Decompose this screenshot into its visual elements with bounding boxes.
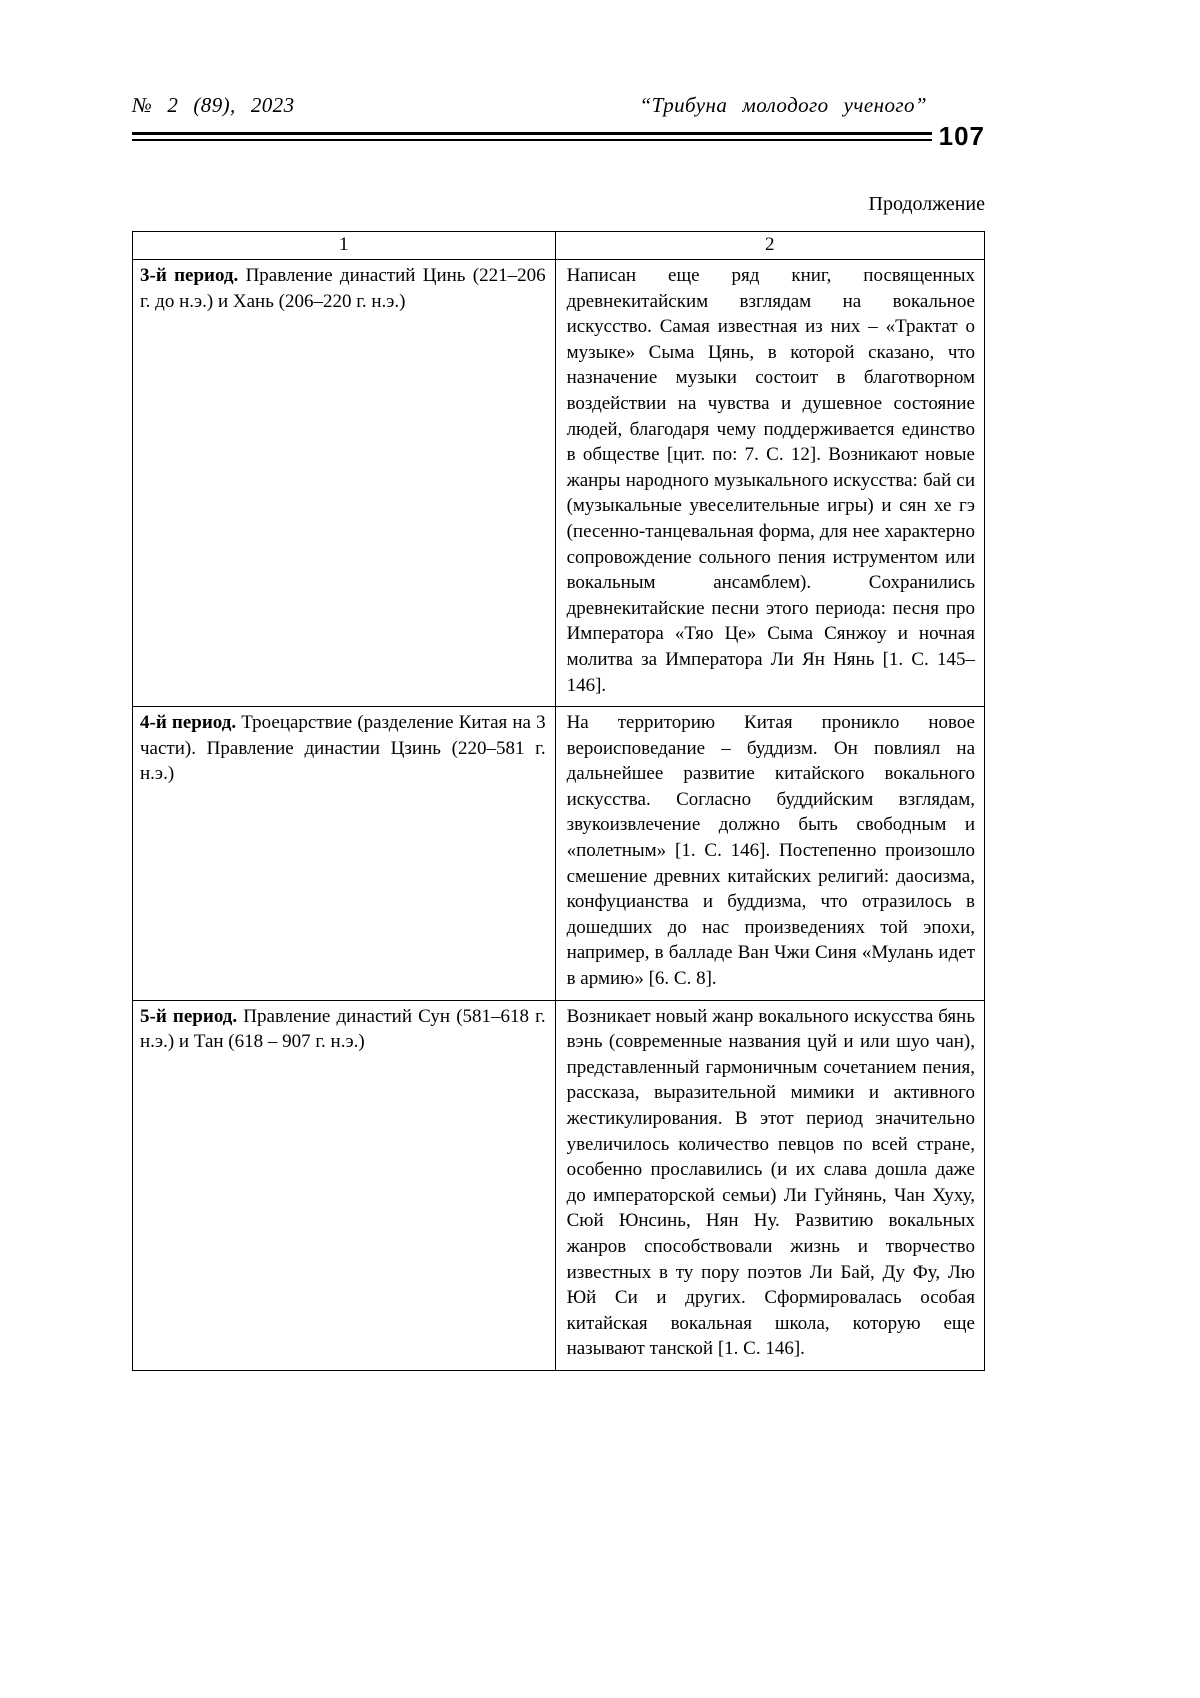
content-cell: Возникает новый жанр вокального искусства бянь вэнь (современные названия цуй и или шуо чан), представленный гармоничным сочетанием пения, рассказа, выразительной мимики и активного жестикулирования. В этот период значительно увеличилось количество певцов по всей стране, особенно прославились (и их слава дошла даже до императорской семьи) Ли Гуйнянь, Чан Хуху, Сюй Юнсинь, Нян Ну. Развитию вокальных жанров способствовали жизнь и творчество известных в ту пору поэтов Ли Бай, Ду Фу, Лю Юй Си и других. Сформировалась особая китайская вокальная школа, которую еще называют танской [1. С. 146]. <box>555 1000 984 1370</box>
column-header-1: 1 <box>133 232 556 260</box>
double-rule <box>132 132 932 141</box>
header-rule-row <box>132 123 985 149</box>
table-header-row <box>133 232 985 260</box>
issue-label: № 2 (89), 2023 <box>132 93 295 117</box>
content-cell: На территорию Китая проникло новое вероисповедание – буддизм. Он повлиял на дальнейшее развитие китайского вокального искусства. Согласно буддийским взглядам, звукоизвлечение должно быть свободным и «полетным» [1. С. 146]. Постепенно произошло смешение древних китайских религий: даосизма, конфуцианства и буддизма, что отразилось в дошедших до нас произведениях той эпохи, например, в балладе Ван Чжи Синя «Мулань идет в армию» [6. С. 8]. <box>555 707 984 1001</box>
table-row <box>133 1000 985 1370</box>
periods-table <box>132 231 985 1371</box>
period-title: 3-й период. <box>140 265 239 286</box>
period-title: 4-й период. <box>140 712 237 734</box>
running-head <box>132 93 985 118</box>
content-cell: Написан еще ряд книг, посвященных древнекитайским взглядам на вокальное искусство. Самая известная из них – «Трактат о музыке» Сыма Цянь, в которой сказано, что назначение музыки состоит в благотворном воздействии на чувства и душевное состояние людей, благодаря чему поддерживается единство в обществе [цит. по: 7. С. 12]. Возникают новые жанры народного музыкального искусства: бай си (музыкальные увеселительные игры) и сян хе гэ (песенно-танцевальная форма, для нее характерно сопровождение сольного пения иструментом или вокальным ансамблем). Сохранились древнекитайские песни этого периода: песня про Императора «Тяо Це» Сыма Сянжоу и ночная молитва за Императора Ли Ян Нянь [1. С. 145–146]. <box>555 260 984 707</box>
period-cell <box>133 260 556 707</box>
period-title: 5-й период. <box>140 1005 238 1027</box>
table-row <box>133 260 985 707</box>
period-description: Правление династий Цинь (221–206 г. до н.э.) и Хань (206–220 г. н.э.) <box>140 265 546 312</box>
period-description: Троецарствие (разделение Китая на 3 части). Правление династии Цзинь (220–581 г. н.э.) <box>140 712 546 785</box>
period-cell <box>133 1000 556 1370</box>
journal-title: “Трибуна молодого ученого” <box>639 93 927 117</box>
period-description: Правление династий Сун (581–618 г. н.э.) и Тан (618 – 907 г. н.э.) <box>140 1005 546 1053</box>
page-number: 107 <box>938 121 985 151</box>
column-header-2: 2 <box>555 232 984 260</box>
continuation-label: Продолжение <box>868 193 985 215</box>
period-cell <box>133 707 556 1001</box>
table-row <box>133 707 985 1001</box>
